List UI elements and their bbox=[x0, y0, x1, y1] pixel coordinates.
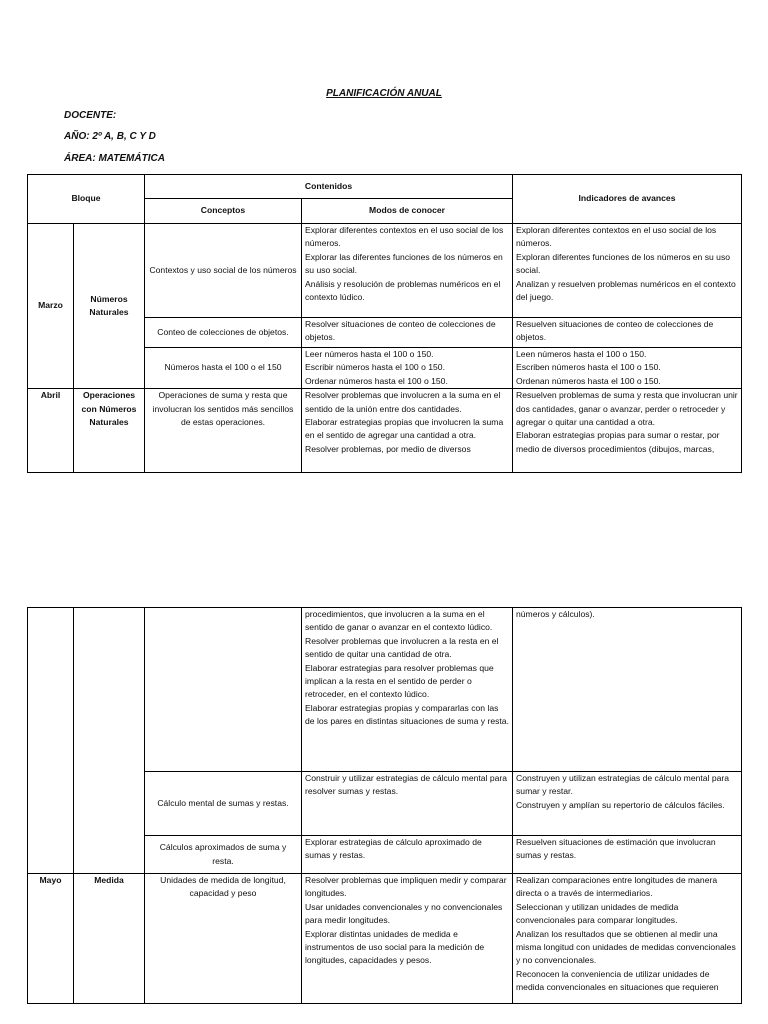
modos-cell bbox=[302, 389, 513, 473]
bloque-cell: Operaciones con Números Naturales bbox=[74, 389, 145, 473]
header-modos: Modos de conocer bbox=[302, 199, 513, 224]
indicadores-cell bbox=[513, 318, 742, 348]
modos-line: Elaborar estrategias para resolver problemas que implican a la resta en el sentido de perder o retroceder, en el contexto lúdico. bbox=[305, 662, 494, 700]
month-cell: Abril bbox=[28, 389, 74, 473]
bloque-cell: Medida bbox=[74, 874, 145, 1004]
indicadores-line: Analizan los resultados que se obtienen al medir una misma longitud con unidades de medidas convencionales y no convencionales. bbox=[516, 928, 736, 966]
planning-table-page-1 bbox=[27, 174, 742, 473]
document-title: PLANIFICACIÓN ANUAL bbox=[326, 88, 442, 99]
modos-cell bbox=[302, 318, 513, 348]
modos-line: Explorar estrategias de cálculo aproximado de sumas y restas. bbox=[305, 837, 482, 861]
bloque-cell: Números Naturales bbox=[74, 224, 145, 389]
indicadores-line: números y cálculos). bbox=[516, 609, 595, 619]
modos-line: Explorar distintas unidades de medida e instrumentos de uso social para la medición de longitudes, capacidades y pesos. bbox=[305, 928, 485, 966]
indicadores-line: Ordenan números hasta el 100 o 150. bbox=[516, 375, 661, 386]
indicadores-cell bbox=[513, 608, 742, 772]
indicadores-cell bbox=[513, 874, 742, 1004]
header-contenidos: Contenidos bbox=[145, 175, 513, 199]
indicadores-line: Construyen y utilizan estrategias de cálculo mental para sumar y restar. bbox=[516, 773, 730, 797]
month-cell bbox=[28, 608, 74, 874]
modos-cell bbox=[302, 348, 513, 389]
indicadores-line: Escriben números hasta el 100 o 150. bbox=[516, 362, 661, 373]
indicadores-line: Exploran diferentes funciones de los números en su uso social. bbox=[516, 251, 731, 276]
year-label: AÑO: 2º A, B, C Y D bbox=[64, 131, 156, 142]
modos-line: Escribir números hasta el 100 o 150. bbox=[305, 362, 445, 373]
header-indicadores: Indicadores de avances bbox=[513, 175, 742, 224]
concepto-cell: Conteo de colecciones de objetos. bbox=[145, 318, 302, 348]
modos-line: Resolver problemas que impliquen medir y comparar longitudes. bbox=[305, 875, 507, 899]
header-bloque: Bloque bbox=[28, 175, 145, 224]
modos-line: procedimientos, que involucren a la suma en el sentido de ganar o avanzar en el contexto lúdico. bbox=[305, 609, 493, 633]
modos-line: Análisis y resolución de problemas numéricos en el contexto lúdico. bbox=[305, 278, 501, 303]
modos-cell bbox=[302, 224, 513, 318]
header-conceptos: Conceptos bbox=[145, 199, 302, 224]
modos-cell bbox=[302, 608, 513, 772]
modos-line: Resolver problemas que involucren a la resta en el sentido de quitar una cantidad de otra. bbox=[305, 635, 499, 660]
indicadores-line: Realizan comparaciones entre longitudes de manera directa o a través de intermediarios. bbox=[516, 875, 718, 899]
modos-line: Construir y utilizar estrategias de cálculo mental para resolver sumas y restas. bbox=[305, 773, 508, 797]
indicadores-line: Resuelven situaciones de estimación que involucran sumas y restas. bbox=[516, 837, 716, 861]
indicadores-line: Exploran diferentes contextos en el uso social de los números. bbox=[516, 225, 717, 249]
indicadores-line: Resuelven problemas de suma y resta que involucran unir dos cantidades, ganar o avanzar, perder o retroceder y agregar o quitar una cantidad a otra. bbox=[516, 390, 738, 428]
indicadores-line: Elaboran estrategias propias para sumar o restar, por medio de diversos procedimientos (dibujos, marcas, bbox=[516, 430, 720, 454]
modos-line: Usar unidades convencionales y no convencionales para medir longitudes. bbox=[305, 901, 503, 926]
concepto-cell: Unidades de medida de longitud, capacidad y peso bbox=[145, 874, 302, 1004]
modos-line: Resolver situaciones de conteo de colecciones de objetos. bbox=[305, 319, 496, 343]
indicadores-cell bbox=[513, 389, 742, 473]
modos-line: Explorar las diferentes funciones de los números en su uso social. bbox=[305, 251, 503, 276]
modos-line: Resolver problemas que involucren a la suma en el sentido de la unión entre dos cantidades. bbox=[305, 390, 501, 414]
month-cell: Marzo bbox=[28, 224, 74, 389]
indicadores-line: Reconocen la conveniencia de utilizar unidades de medida convencionales en situaciones que requieren bbox=[516, 968, 719, 993]
modos-line: Explorar diferentes contextos en el uso social de los números. bbox=[305, 225, 504, 249]
modos-line: Resolver problemas, por medio de diversos bbox=[305, 443, 471, 454]
indicadores-cell bbox=[513, 836, 742, 874]
modos-line: Ordenar números hasta el 100 o 150. bbox=[305, 375, 448, 386]
modos-line: Elaborar estrategias propias que involucren la suma en el sentido de agregar una cantidad a otra. bbox=[305, 417, 504, 441]
concepto-cell: Números hasta el 100 o el 150 bbox=[145, 348, 302, 389]
indicadores-line: Resuelven situaciones de conteo de colecciones de objetos. bbox=[516, 319, 714, 343]
indicadores-cell bbox=[513, 348, 742, 389]
indicadores-cell bbox=[513, 772, 742, 836]
indicadores-line: Analizan y resuelven problemas numéricos en el contexto del juego. bbox=[516, 278, 736, 303]
planning-table-page-2 bbox=[27, 607, 742, 1004]
indicadores-cell bbox=[513, 224, 742, 318]
concepto-cell: Contextos y uso social de los números bbox=[145, 224, 302, 318]
concepto-cell: Cálculo mental de sumas y restas. bbox=[145, 772, 302, 836]
concepto-cell bbox=[145, 608, 302, 772]
modos-line: Elaborar estrategias propias y compararlas con las de los pares en distintas situaciones de suma y resta. bbox=[305, 702, 509, 727]
indicadores-line: Construyen y amplían su repertorio de cálculos fáciles. bbox=[516, 799, 725, 810]
modos-cell bbox=[302, 836, 513, 874]
docente-label: DOCENTE: bbox=[64, 110, 117, 121]
indicadores-line: Leen números hasta el 100 o 150. bbox=[516, 349, 647, 359]
month-cell: Mayo bbox=[28, 874, 74, 1004]
concepto-cell: Operaciones de suma y resta que involucran los sentidos más sencillos de estas operaciones. bbox=[145, 389, 302, 473]
modos-cell bbox=[302, 874, 513, 1004]
modos-cell bbox=[302, 772, 513, 836]
indicadores-line: Seleccionan y utilizan unidades de medida convencionales para comparar longitudes. bbox=[516, 901, 679, 926]
bloque-cell bbox=[74, 608, 145, 874]
modos-line: Leer números hasta el 100 o 150. bbox=[305, 349, 434, 359]
area-label: ÁREA: MATEMÁTICA bbox=[64, 153, 165, 164]
concepto-cell: Cálculos aproximados de suma y resta. bbox=[145, 836, 302, 874]
